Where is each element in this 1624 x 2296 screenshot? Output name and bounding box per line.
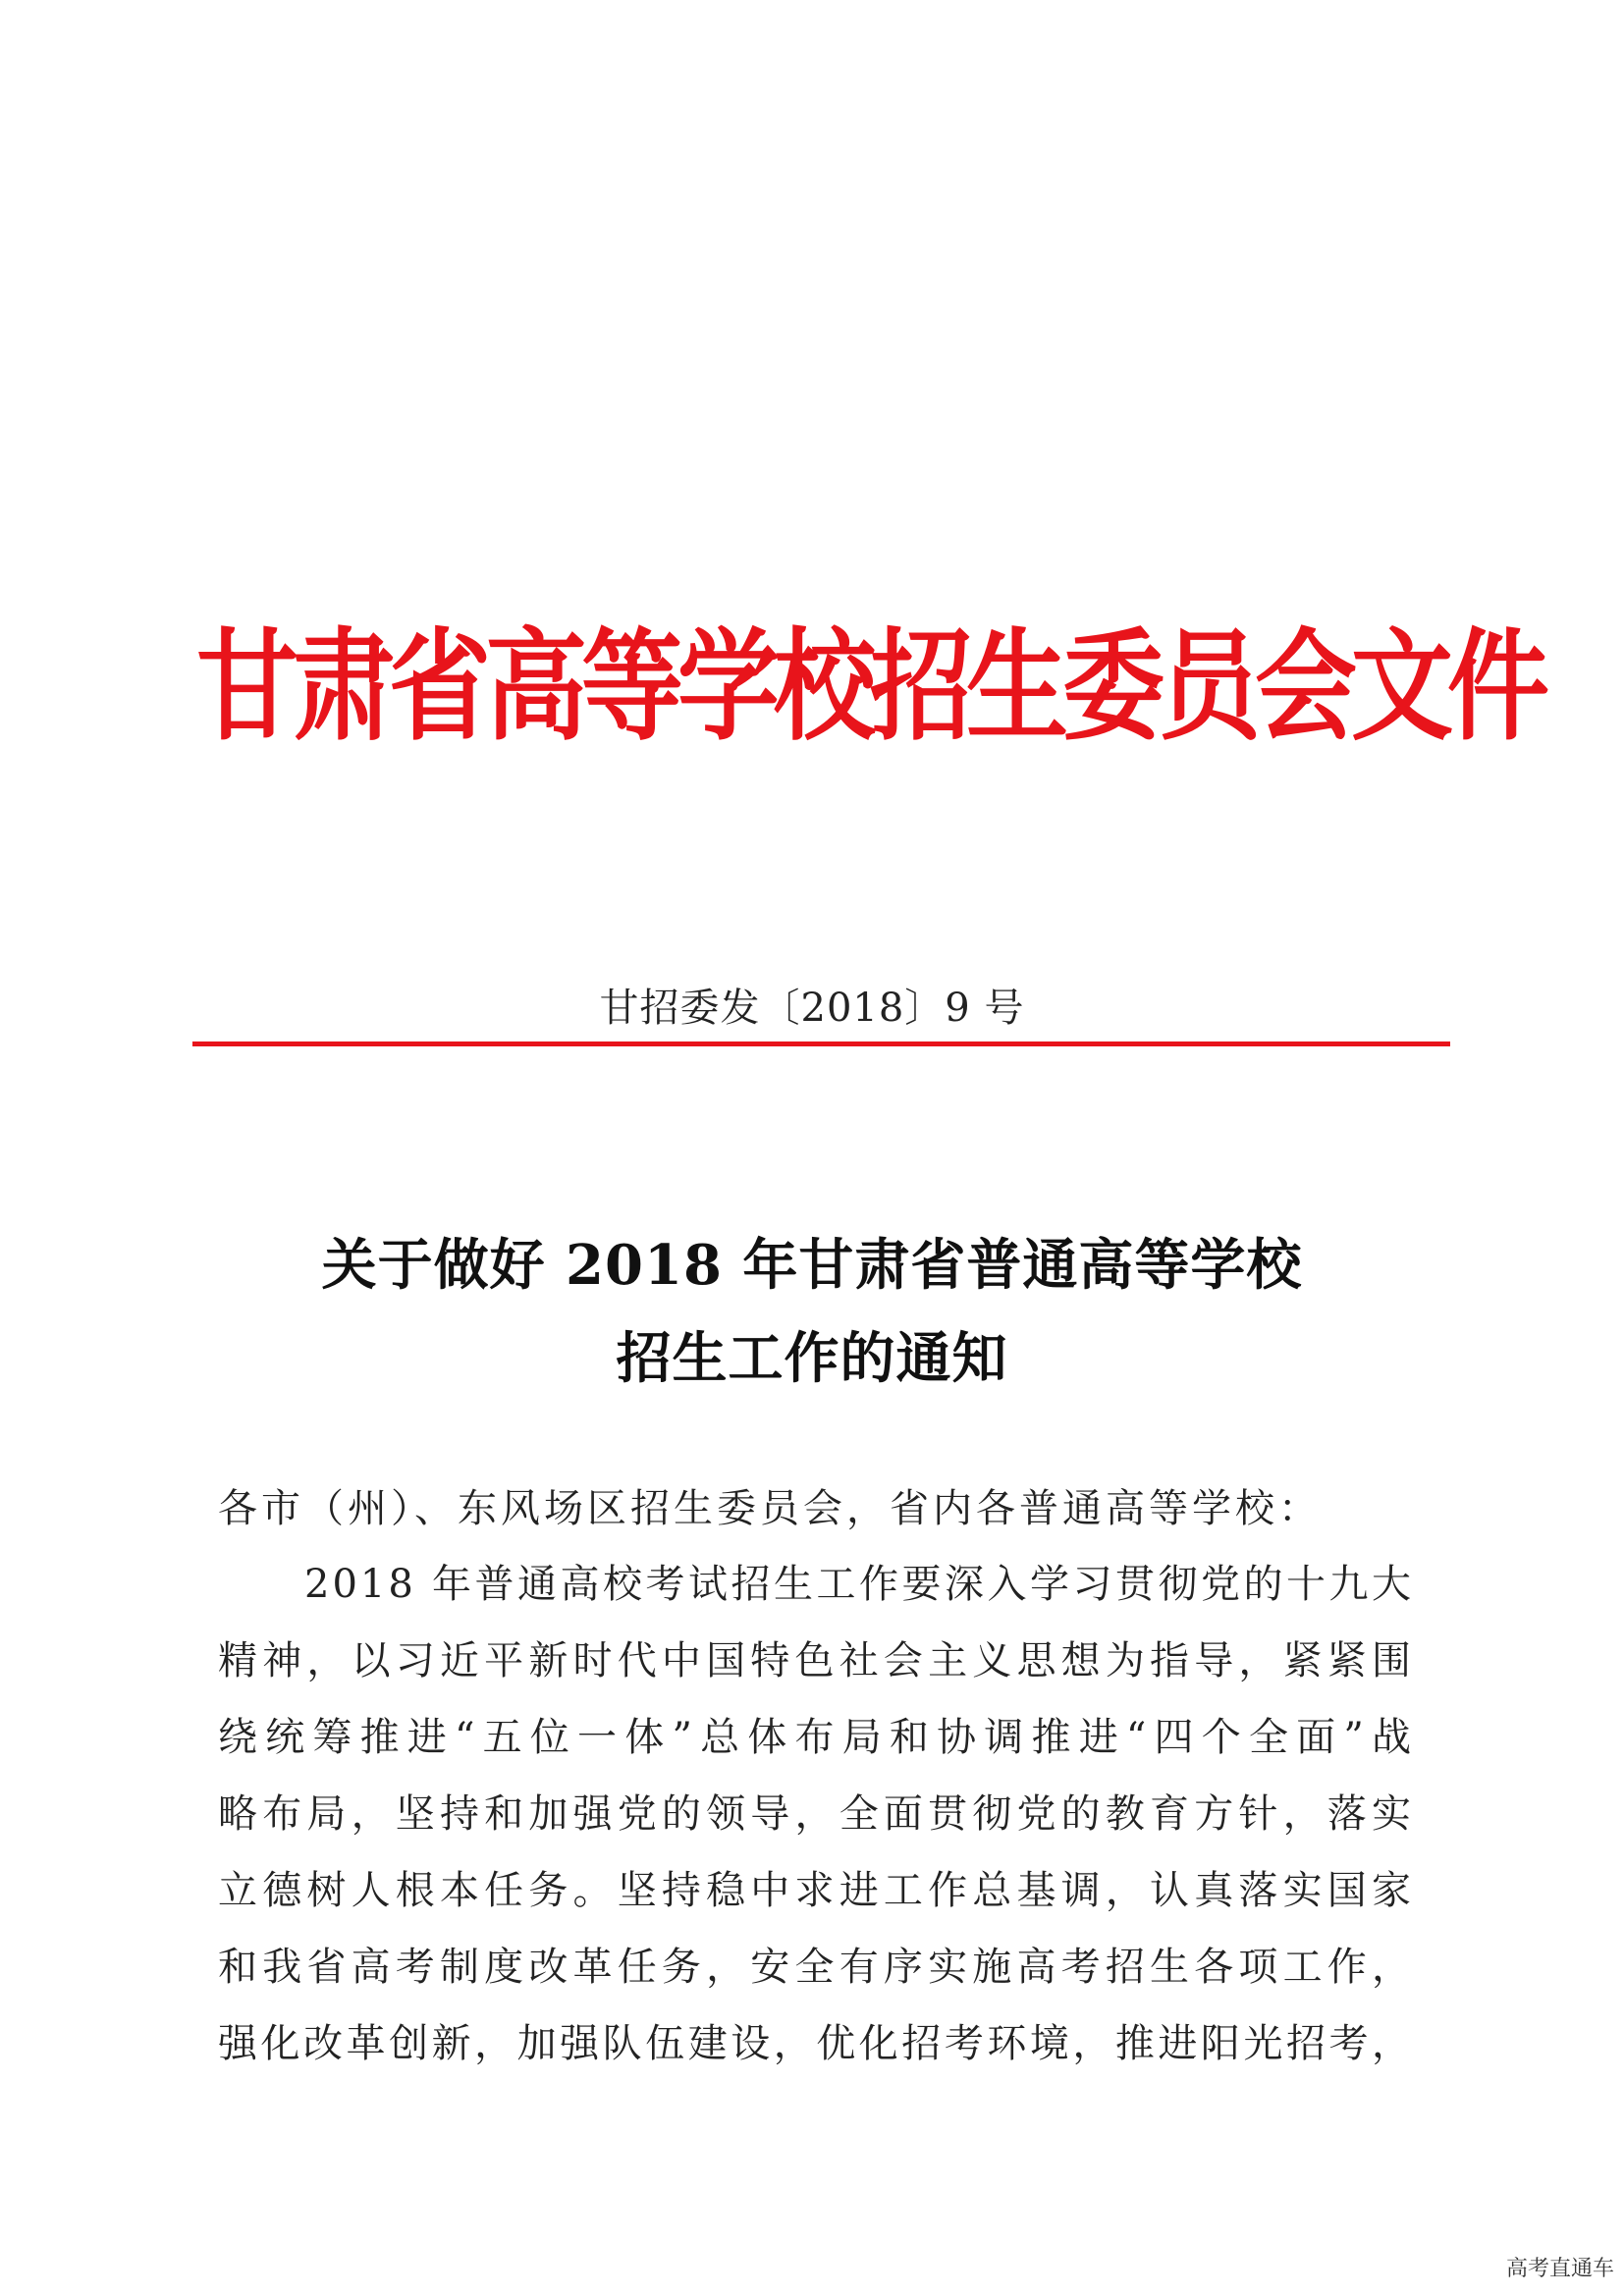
red-divider-line <box>192 1041 1450 1046</box>
notice-title-line-2: 招生工作的通知 <box>616 1326 1008 1391</box>
document-number: 甘招委发〔2018〕9 号 <box>599 986 1025 1031</box>
masthead-title: 甘肃省高等学校招生委员会文件 <box>196 615 1544 758</box>
body-line: 和我省高考制度改革任务，安全有序实施高考招生各项工作， <box>218 1945 1414 1990</box>
salutation: 各市（州）、东风场区招生委员会，省内各普通高等学校： <box>218 1486 1322 1531</box>
body-line: 绕统筹推进“五位一体”总体布局和协调推进“四个全面”战 <box>218 1715 1414 1760</box>
body-line: 强化改革创新，加强队伍建设，优化招考环境，推进阳光招考， <box>218 2021 1414 2066</box>
body-line: 略布局，坚持和加强党的领导，全面贯彻党的教育方针，落实 <box>218 1791 1414 1837</box>
body-line: 2018 年普通高校考试招生工作要深入学习贯彻党的十九大 <box>304 1562 1414 1607</box>
footer-watermark: 高考直通车 <box>1505 2257 1614 2281</box>
body-line: 立德树人根本任务。坚持稳中求进工作总基调，认真落实国家 <box>218 1868 1414 1913</box>
notice-title-line-1: 关于做好 2018 年甘肃省普通高等学校 <box>321 1233 1303 1298</box>
body-line: 精神，以习近平新时代中国特色社会主义思想为指导，紧紧围 <box>218 1638 1414 1683</box>
